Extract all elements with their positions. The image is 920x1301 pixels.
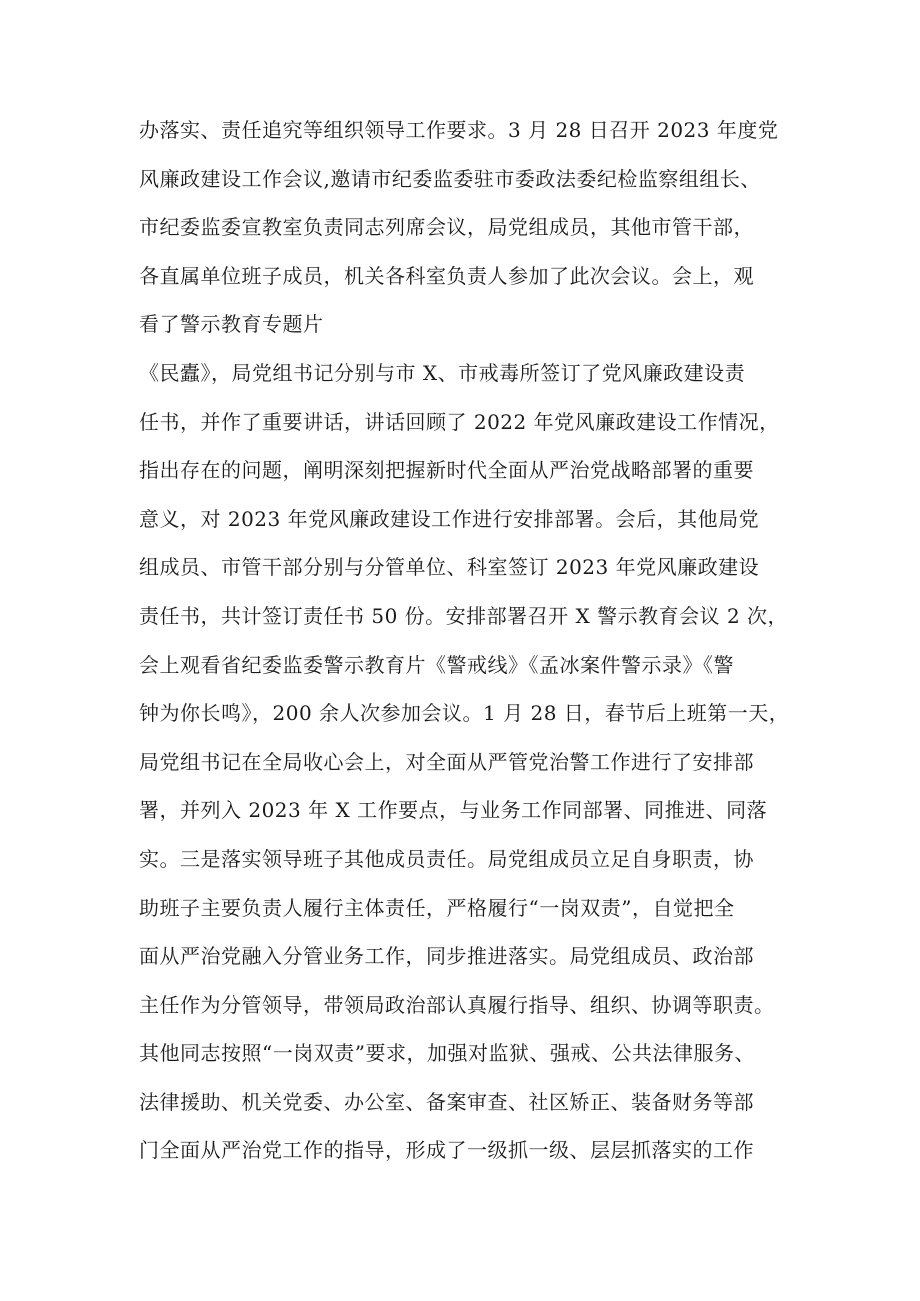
text-line: 市纪委监委宣教室负责同志列席会议，局党组成员，其他市管干部，	[139, 215, 754, 240]
text-line: 意义，对 2023 年党风廉政建设工作进行安排部署。会后，其他局党	[139, 506, 760, 531]
text-line: 面从严治党融入分管业务工作，同步推进落实。局党组成员、政治部	[139, 944, 754, 969]
body-text	[139, 106, 789, 1175]
text-line: 钟为你长鸣》，200 余人次参加会议。1 月 28 日，春节后上班第一天，	[139, 701, 790, 726]
text-line: 门全面从严治党工作的指导，形成了一级抓一级、层层抓落实的工作	[139, 1138, 754, 1163]
text-line: 各直属单位班子成员，机关各科室负责人参加了此次会议。会上，观	[139, 263, 754, 288]
text-line: 看了警示教育专题片	[139, 312, 324, 337]
text-line: 责任书，共计签订责任书 50 份。安排部署召开 X 警示教育会议 2 次，	[139, 603, 789, 628]
text-line: 指出存在的问题，阐明深刻把握新时代全面从严治党战略部署的重要	[139, 458, 754, 483]
text-line: 局党组书记在全局收心会上，对全面从严管党治警工作进行了安排部	[139, 749, 754, 774]
text-line: 会上观看省纪委监委警示教育片《警戒线》《孟冰案件警示录》《警	[139, 652, 734, 677]
text-line: 实。三是落实领导班子其他成员责任。局党组成员立足自身职责，协	[139, 846, 754, 871]
text-line: 组成员、市管干部分别与分管单位、科室签订 2023 年党风廉政建设	[139, 555, 760, 580]
text-line: 署，并列入 2023 年 X 工作要点，与业务工作同部署、同推进、同落	[139, 798, 768, 823]
text-line: 办落实、责任追究等组织领导工作要求。3 月 28 日召开 2023 年度党	[139, 118, 779, 142]
text-line: 助班子主要负责人履行主体责任，严格履行“一岗双责”，自觉把全	[139, 895, 735, 920]
text-line: 其他同志按照“一岗双责”要求，加强对监狱、强戒、公共法律服务、	[139, 1041, 755, 1066]
text-line: 法律援助、机关党委、办公室、备案审查、社区矫正、装备财务等部	[139, 1089, 754, 1114]
text-line: 主任作为分管领导，带领局政治部认真履行指导、组织、协调等职责。	[139, 992, 775, 1017]
text-line: 《民蠹》，局党组书记分别与市 X、市戒毒所签订了党风廉政建设责	[139, 360, 746, 385]
text-line: 任书，并作了重要讲话，讲话回顾了 2022 年党风廉政建设工作情况，	[139, 409, 780, 434]
text-line: 风廉政建设工作会议,邀请市纪委监委驻市委政法委纪检监察组组长、	[139, 166, 761, 191]
